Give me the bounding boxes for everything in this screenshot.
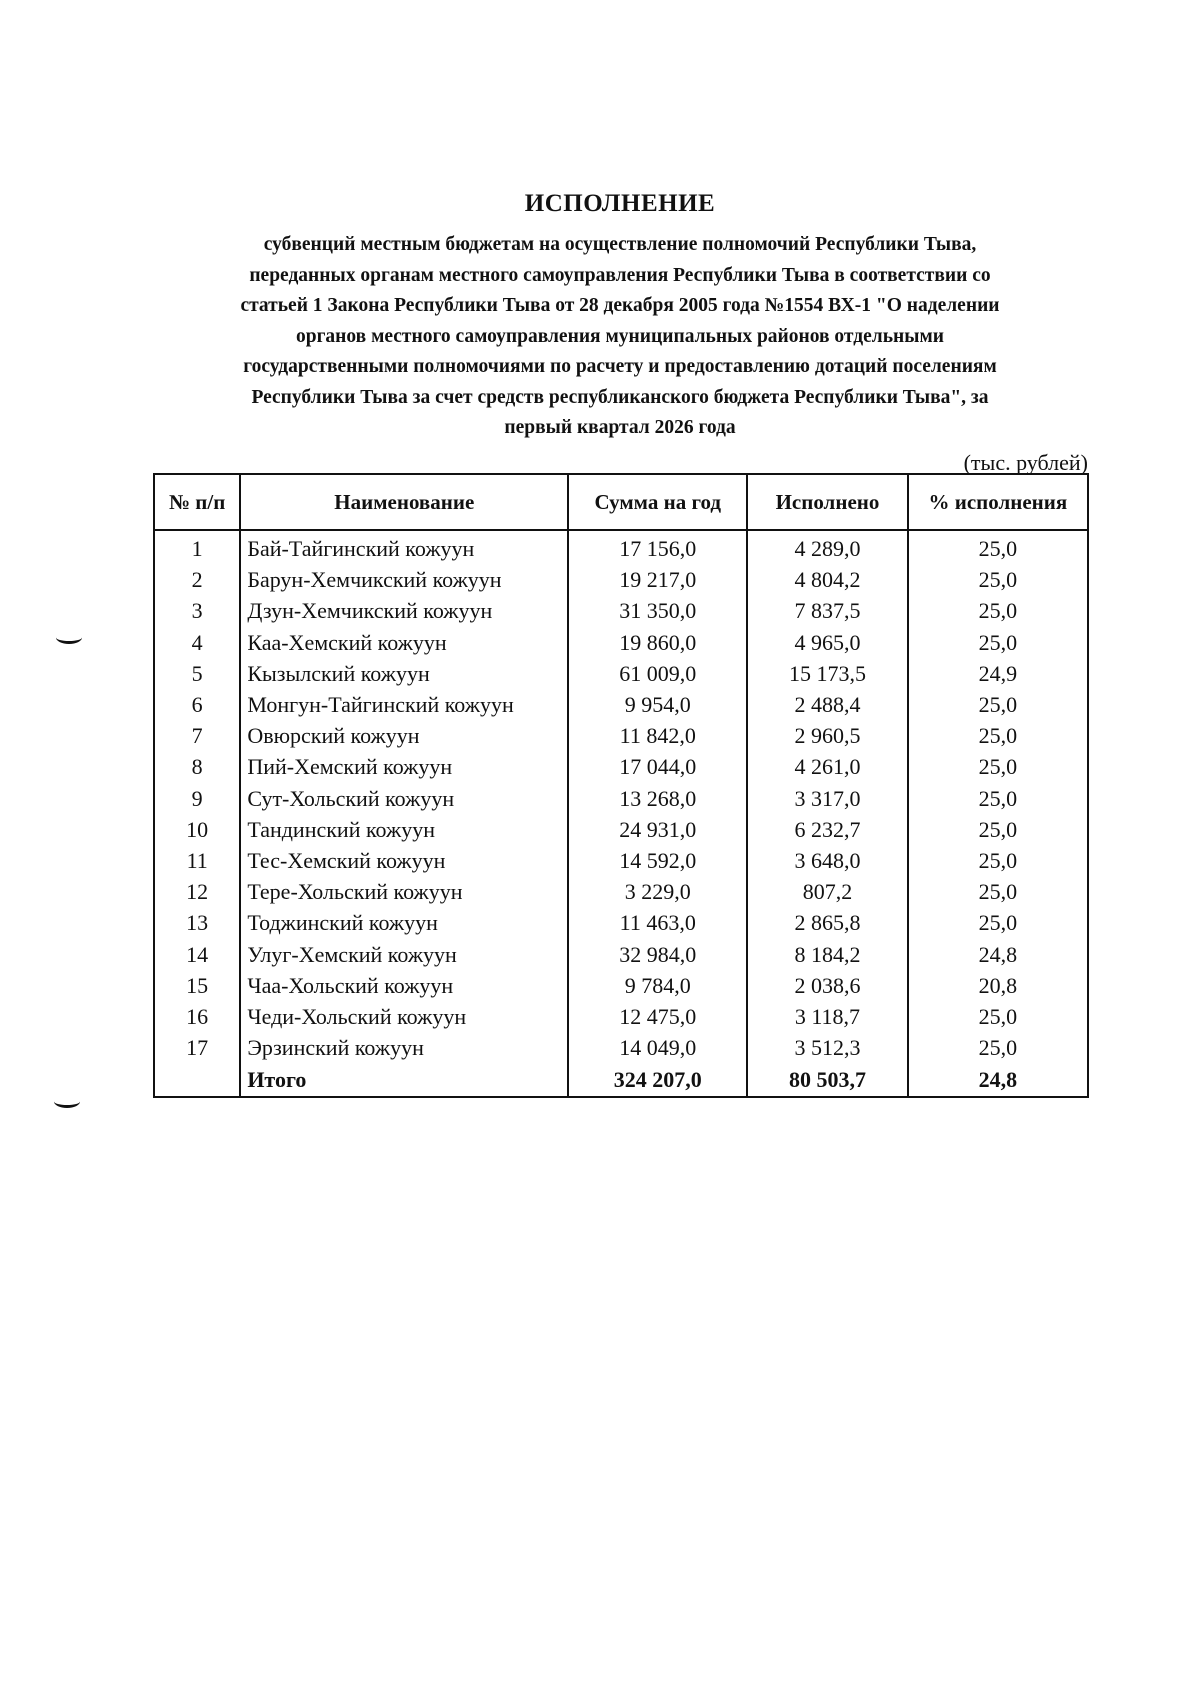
cell-sum: 24 931,0 — [568, 814, 747, 845]
cell-name: Чаа-Хольский кожуун — [240, 970, 568, 1001]
cell-num: 13 — [154, 907, 240, 938]
cell-num: 10 — [154, 814, 240, 845]
total-num-cell — [154, 1063, 240, 1097]
table-row — [154, 1001, 1088, 1032]
cell-name: Каа-Хемский кожуун — [240, 627, 568, 658]
scan-hole-mark — [56, 631, 82, 644]
table-total-row — [154, 1063, 1088, 1097]
cell-num: 2 — [154, 564, 240, 595]
total-sum: 324 207,0 — [568, 1063, 747, 1097]
cell-pct: 25,0 — [908, 907, 1088, 938]
table-header-row — [154, 474, 1088, 530]
table-row — [154, 658, 1088, 689]
cell-pct: 25,0 — [908, 1032, 1088, 1063]
cell-sum: 13 268,0 — [568, 783, 747, 814]
table-row — [154, 689, 1088, 720]
cell-name: Чеди-Хольский кожуун — [240, 1001, 568, 1032]
cell-num: 5 — [154, 658, 240, 689]
cell-done: 8 184,2 — [747, 939, 908, 970]
cell-num: 4 — [154, 627, 240, 658]
table-row — [154, 627, 1088, 658]
cell-pct: 24,8 — [908, 939, 1088, 970]
cell-done: 3 317,0 — [747, 783, 908, 814]
cell-num: 12 — [154, 876, 240, 907]
subtitle-line: субвенций местным бюджетам на осуществление полномочий Республики Тыва, — [263, 234, 977, 255]
cell-sum: 17 044,0 — [568, 751, 747, 782]
cell-pct: 25,0 — [908, 845, 1088, 876]
table-row — [154, 845, 1088, 876]
cell-pct: 25,0 — [908, 814, 1088, 845]
table-row — [154, 970, 1088, 1001]
cell-num: 11 — [154, 845, 240, 876]
cell-pct: 25,0 — [908, 564, 1088, 595]
total-label: Итого — [240, 1063, 568, 1097]
cell-pct: 25,0 — [908, 689, 1088, 720]
subtitle-line: органов местного самоуправления муниципальных районов отдельными — [295, 325, 945, 347]
cell-name: Пий-Хемский кожуун — [240, 751, 568, 782]
header-name: Наименование — [240, 474, 568, 530]
cell-name: Улуг-Хемский кожуун — [240, 939, 568, 970]
header-pct: % исполнения — [908, 474, 1088, 530]
cell-sum: 12 475,0 — [568, 1001, 747, 1032]
cell-done: 7 837,5 — [747, 595, 908, 626]
table-row — [154, 1032, 1088, 1063]
cell-name: Тоджинский кожуун — [240, 907, 568, 938]
table-row — [154, 751, 1088, 782]
cell-name: Эрзинский кожуун — [240, 1032, 568, 1063]
document-heading: ИСПОЛНЕНИЕ — [524, 190, 716, 217]
cell-num: 17 — [154, 1032, 240, 1063]
cell-sum: 3 229,0 — [568, 876, 747, 907]
cell-name: Сут-Хольский кожуун — [240, 783, 568, 814]
cell-pct: 24,9 — [908, 658, 1088, 689]
table-row — [154, 530, 1088, 564]
subtitle-line: первый квартал 2026 года — [504, 417, 736, 438]
cell-sum: 14 592,0 — [568, 845, 747, 876]
cell-sum: 32 984,0 — [568, 939, 747, 970]
cell-done: 4 804,2 — [747, 564, 908, 595]
cell-sum: 19 217,0 — [568, 564, 747, 595]
cell-name: Барун-Хемчикский кожуун — [240, 564, 568, 595]
table-row — [154, 783, 1088, 814]
cell-name: Кызылский кожуун — [240, 658, 568, 689]
header-sum: Сумма на год — [568, 474, 747, 530]
cell-num: 1 — [154, 530, 240, 564]
cell-done: 15 173,5 — [747, 658, 908, 689]
cell-pct: 25,0 — [908, 595, 1088, 626]
cell-pct: 25,0 — [908, 1001, 1088, 1032]
header-done: Исполнено — [747, 474, 908, 530]
cell-done: 2 038,6 — [747, 970, 908, 1001]
cell-done: 3 648,0 — [747, 845, 908, 876]
cell-num: 16 — [154, 1001, 240, 1032]
table-row — [154, 876, 1088, 907]
subtitle-line: Республики Тыва за счет средств республиканского бюджета Республики Тыва", за — [251, 386, 989, 408]
cell-done: 2 960,5 — [747, 720, 908, 751]
cell-done: 807,2 — [747, 876, 908, 907]
subtitle-line: государственными полномочиями по расчету и предоставлению дотаций поселениям — [243, 356, 997, 377]
table-row — [154, 907, 1088, 938]
table-row — [154, 564, 1088, 595]
header-num: № п/п — [154, 474, 240, 530]
total-pct: 24,8 — [908, 1063, 1088, 1097]
cell-name: Дзун-Хемчикский кожуун — [240, 595, 568, 626]
cell-num: 6 — [154, 689, 240, 720]
document-subtitle — [170, 230, 1070, 444]
cell-name: Бай-Тайгинский кожуун — [240, 530, 568, 564]
cell-sum: 17 156,0 — [568, 530, 747, 564]
cell-done: 3 512,3 — [747, 1032, 908, 1063]
cell-done: 2 488,4 — [747, 689, 908, 720]
subtitle-line: переданных органам местного самоуправления Республики Тыва в соответствии со — [249, 264, 991, 286]
cell-sum: 9 954,0 — [568, 689, 747, 720]
cell-name: Овюрский кожуун — [240, 720, 568, 751]
total-done: 80 503,7 — [747, 1063, 908, 1097]
units-label: (тыс. рублей) — [963, 450, 1088, 475]
execution-table — [153, 473, 1089, 1098]
cell-num: 8 — [154, 751, 240, 782]
table-row — [154, 595, 1088, 626]
cell-num: 3 — [154, 595, 240, 626]
cell-done: 6 232,7 — [747, 814, 908, 845]
cell-pct: 25,0 — [908, 530, 1088, 564]
cell-done: 3 118,7 — [747, 1001, 908, 1032]
cell-num: 14 — [154, 939, 240, 970]
cell-sum: 31 350,0 — [568, 595, 747, 626]
cell-done: 4 965,0 — [747, 627, 908, 658]
cell-pct: 25,0 — [908, 720, 1088, 751]
cell-sum: 19 860,0 — [568, 627, 747, 658]
table-row — [154, 939, 1088, 970]
scan-hole-mark — [54, 1095, 80, 1108]
cell-num: 9 — [154, 783, 240, 814]
cell-sum: 61 009,0 — [568, 658, 747, 689]
cell-done: 4 261,0 — [747, 751, 908, 782]
cell-num: 7 — [154, 720, 240, 751]
cell-name: Тандинский кожуун — [240, 814, 568, 845]
cell-sum: 14 049,0 — [568, 1032, 747, 1063]
cell-pct: 25,0 — [908, 751, 1088, 782]
cell-sum: 9 784,0 — [568, 970, 747, 1001]
cell-name: Тере-Хольский кожуун — [240, 876, 568, 907]
cell-pct: 25,0 — [908, 627, 1088, 658]
cell-name: Тес-Хемский кожуун — [240, 845, 568, 876]
table-row — [154, 814, 1088, 845]
table-row — [154, 720, 1088, 751]
cell-pct: 25,0 — [908, 876, 1088, 907]
cell-name: Монгун-Тайгинский кожуун — [240, 689, 568, 720]
cell-sum: 11 463,0 — [568, 907, 747, 938]
cell-pct: 25,0 — [908, 783, 1088, 814]
subtitle-line: статьей 1 Закона Республики Тыва от 28 декабря 2005 года №1554 ВХ-1 "О наделении — [240, 295, 1000, 316]
cell-done: 4 289,0 — [747, 530, 908, 564]
cell-num: 15 — [154, 970, 240, 1001]
cell-done: 2 865,8 — [747, 907, 908, 938]
cell-sum: 11 842,0 — [568, 720, 747, 751]
cell-pct: 20,8 — [908, 970, 1088, 1001]
